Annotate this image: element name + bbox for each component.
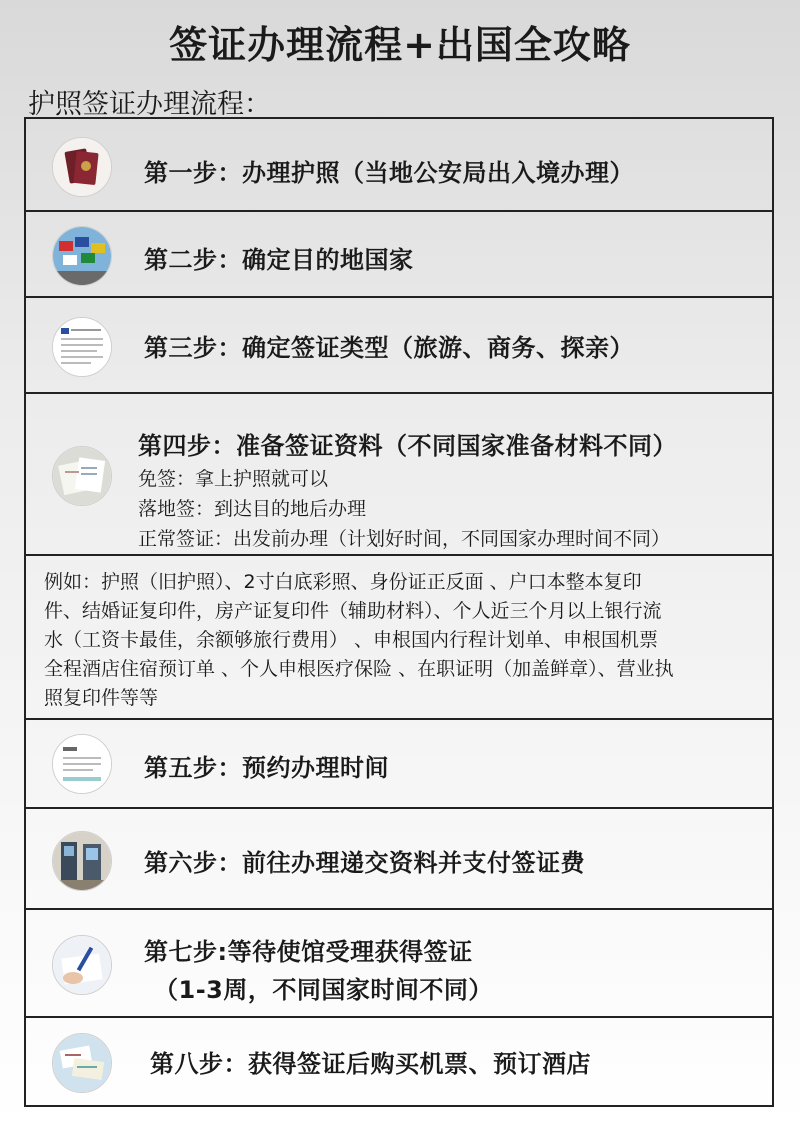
step-row-4	[26, 394, 772, 556]
materials-row	[26, 556, 772, 720]
process-table	[24, 117, 774, 1107]
step-4-text: 第四步：准备签证资料（不同国家准备材料不同）	[138, 432, 677, 460]
step-5-text: 第五步：预约办理时间	[144, 754, 389, 782]
step-row-1	[26, 119, 772, 212]
appointment-form-icon	[52, 734, 112, 794]
materials-list	[44, 568, 764, 713]
materials-line: 水（工资卡最佳，余额够旅行费用） 、申根国内行程计划单、申根国机票	[44, 629, 659, 651]
step-2-text: 第二步：确定目的地国家	[144, 246, 414, 274]
materials-line: 例如：护照（旧护照）、2寸白底彩照、身份证正反面 、户口本整本复印	[44, 571, 642, 593]
step-6-text: 第六步：前往办理递交资料并支付签证费	[144, 849, 585, 877]
regular-visa-note: 正常签证：出发前办理（计划好时间，不同国家办理时间不同）	[138, 528, 671, 550]
documents-icon	[52, 446, 112, 506]
step-row-8	[26, 1018, 772, 1105]
signing-icon	[52, 935, 112, 995]
step-row-3	[26, 298, 772, 394]
step-7-duration: （1-3周，不同国家时间不同）	[154, 976, 493, 1004]
step-8-text: 第八步：获得签证后购买机票、预订酒店	[150, 1050, 591, 1078]
materials-line: 件、结婚证复印件，房产证复印件（辅助材料）、个人近三个月以上银行流	[44, 600, 662, 622]
service-counter-icon	[52, 831, 112, 891]
tickets-icon	[52, 1033, 112, 1093]
page-title: 签证办理流程+出国全攻略	[169, 23, 631, 67]
step-row-5	[26, 720, 772, 809]
step-1-text: 第一步：办理护照（当地公安局出入境办理）	[144, 159, 634, 187]
step-3-text: 第三步：确定签证类型（旅游、商务、探亲）	[144, 334, 634, 362]
section-subtitle: 护照签证办理流程：	[28, 89, 271, 120]
step-row-7	[26, 910, 772, 1018]
step-row-2	[26, 212, 772, 298]
step-row-6	[26, 809, 772, 910]
visa-free-note: 免签：拿上护照就可以	[138, 468, 329, 490]
passport-icon	[52, 137, 112, 197]
flags-icon	[52, 226, 112, 286]
materials-line: 全程酒店住宿预订单 、个人申根医疗保险 、在职证明（加盖鲜章）、营业执	[44, 658, 674, 680]
step-7-text: 第七步:等待使馆受理获得签证	[144, 938, 473, 966]
materials-line: 照复印件等等	[44, 687, 159, 709]
visa-on-arrival-note: 落地签：到达目的地后办理	[138, 498, 367, 520]
visa-document-icon	[52, 317, 112, 377]
